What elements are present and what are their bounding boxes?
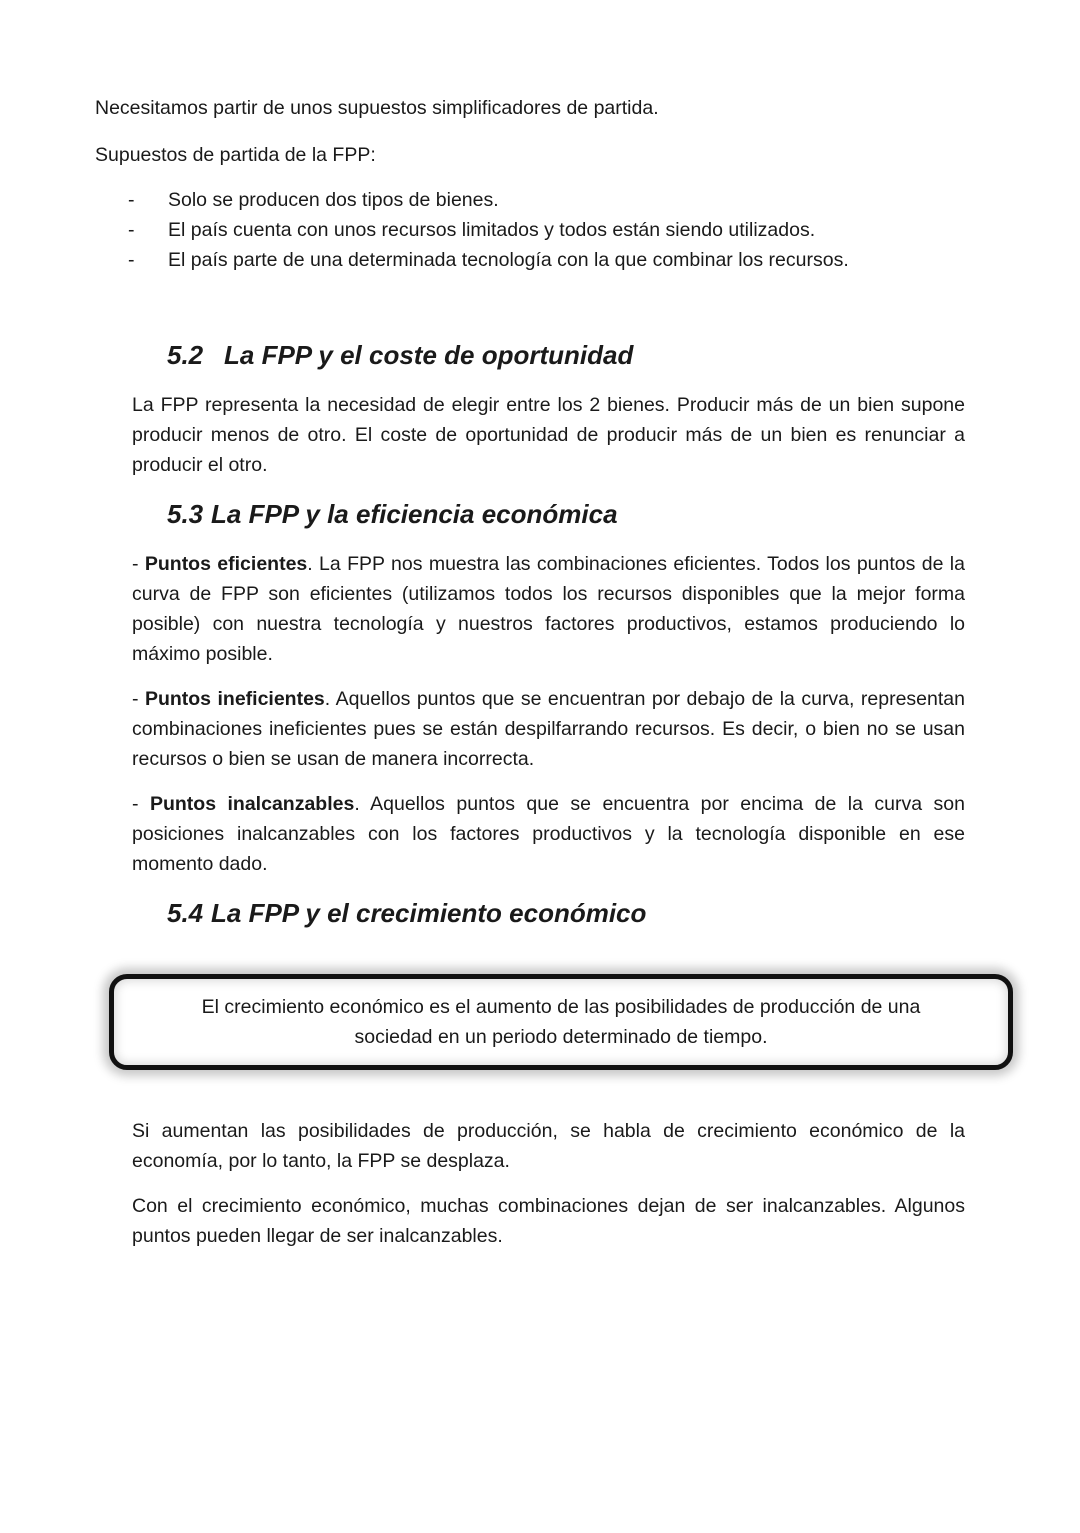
definition-text: El crecimiento económico es el aumento de las posibilidades de producción de una sociedad en un periodo determinado de tiempo. (201, 996, 921, 1048)
section-title: La FPP y el crecimiento económico (211, 898, 647, 928)
inefficient-points-paragraph (132, 684, 965, 774)
point-text: . Aquellos puntos que se encuentran por debajo de la curva, representan combinaciones ineficientes pues se están despilfarrando recursos. Es decir, o bien no se usan recursos o bien se usan de manera incorrecta. (132, 688, 965, 770)
section-heading-5-4 (167, 896, 646, 930)
point-term: Puntos eficientes (144, 553, 308, 575)
point-prefix: - (132, 793, 150, 815)
section-title: La FPP y el coste de oportunidad (224, 340, 634, 370)
section-heading-5-3 (167, 497, 618, 531)
bullet-dash: - (128, 189, 135, 211)
point-prefix: - (132, 553, 145, 575)
assumptions-list (95, 185, 975, 275)
list-item (95, 185, 975, 215)
point-text: . Aquellos puntos que se encuentra por encima de la curva son posiciones inalcanzables con los factores productivos y la tecnología disponible en ese momento dado. (132, 793, 965, 875)
point-prefix: - (132, 688, 145, 710)
bullet-dash: - (128, 249, 135, 271)
point-term: Puntos inalcanzables (149, 793, 355, 815)
intro-line-1: Necesitamos partir de unos supuestos simplificadores de partida. (95, 97, 659, 119)
section-number: 5.4 (167, 898, 204, 928)
list-item-text: El país cuenta con unos recursos limitados y todos están siendo utilizados. (168, 219, 816, 241)
definition-box (109, 974, 1013, 1070)
list-item (95, 215, 975, 245)
section-title: La FPP y la eficiencia económica (211, 499, 618, 529)
point-term: Puntos ineficientes (144, 688, 325, 710)
list-item-text: El país parte de una determinada tecnología con la que combinar los recursos. (168, 249, 849, 271)
section-number: 5.3 (167, 499, 204, 529)
section-number: 5.2 (167, 340, 204, 370)
point-text: . La FPP nos muestra las combinaciones eficientes. Todos los puntos de la curva de FPP son eficientes (utilizamos todos los recursos disponibles que la mejor forma posible) con nuestra tecnología y nuestros factores productivos, estamos produciendo lo máximo posible. (132, 553, 965, 665)
opportunity-cost-paragraph: La FPP representa la necesidad de elegir entre los 2 bienes. Producir más de un bien supone producir menos de otro. El coste de oportunidad de producir más de un bien es renunciar a producir el otro. (132, 394, 965, 476)
bullet-dash: - (128, 219, 135, 241)
intro-line-2: Supuestos de partida de la FPP: (95, 144, 376, 166)
growth-paragraph-1: Si aumentan las posibilidades de producción, se habla de crecimiento económico de la economía, por lo tanto, la FPP se desplaza. (132, 1120, 965, 1172)
list-item-text: Solo se producen dos tipos de bienes. (168, 189, 499, 211)
growth-paragraph-2: Con el crecimiento económico, muchas combinaciones dejan de ser inalcanzables. Algunos puntos pueden llegar de ser inalcanzables. (132, 1195, 965, 1247)
efficient-points-paragraph (132, 549, 965, 669)
unreachable-points-paragraph (132, 789, 965, 879)
section-heading-5-2 (167, 338, 633, 372)
list-item (95, 245, 975, 275)
